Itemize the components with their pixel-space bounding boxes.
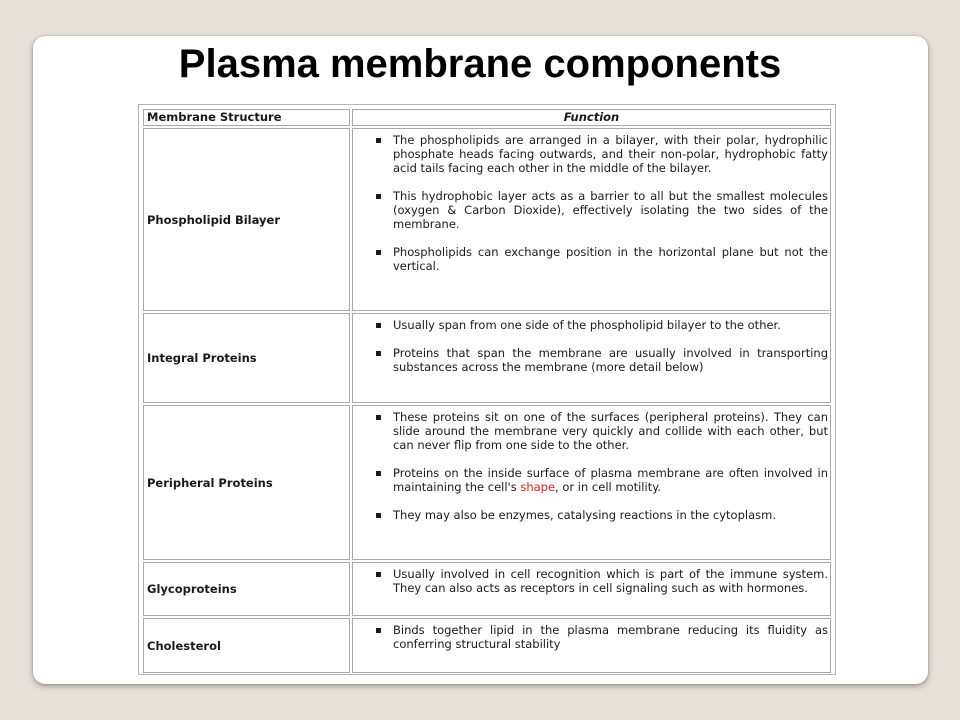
highlighted-word: shape — [520, 480, 556, 494]
table-row — [143, 562, 831, 616]
membrane-table-frame — [138, 104, 836, 675]
list-item-text: They may also be enzymes, catalysing reactions in the cytoplasm. — [393, 508, 776, 522]
header-membrane-structure: Membrane Structure — [143, 109, 350, 126]
table-row — [143, 405, 831, 560]
table-row — [143, 618, 831, 673]
list-item-text-before: Proteins on the inside surface of plasma membrane are often involved in maintaining the cell's — [393, 466, 828, 494]
structure-cell: Integral Proteins — [143, 313, 350, 403]
table-header-row — [143, 109, 831, 126]
page-title: Plasma membrane components — [178, 42, 782, 86]
function-list — [353, 567, 828, 595]
list-item — [353, 346, 828, 374]
square-bullet-icon — [376, 351, 381, 356]
list-item — [353, 189, 828, 231]
square-bullet-icon — [376, 250, 381, 255]
list-item-text: The phospholipids are arranged in a bilayer, with their polar, hydrophilic phosphate heads facing outwards, and their non-polar, hydrophobic fatty acid tails facing each other in the middle of the bilayer. — [393, 133, 828, 175]
function-cell — [352, 405, 831, 560]
list-item-text: Usually involved in cell recognition which is part of the immune system. They can also acts as receptors in cell signaling such as with hormones. — [393, 567, 828, 595]
list-item — [353, 318, 828, 332]
function-cell — [352, 128, 831, 311]
list-item-text: This hydrophobic layer acts as a barrier to all but the smallest molecules (oxygen & Carbon Dioxide), effectively isolating the two sides of the membrane. — [393, 189, 828, 231]
list-item — [353, 508, 828, 522]
list-item-text: Phospholipids can exchange position in the horizontal plane but not the vertical. — [393, 245, 828, 273]
square-bullet-icon — [376, 415, 381, 420]
function-list — [353, 623, 828, 651]
membrane-components-table — [141, 107, 833, 675]
list-item — [353, 466, 828, 494]
list-item-text — [393, 466, 828, 494]
table-row — [143, 313, 831, 403]
square-bullet-icon — [376, 513, 381, 518]
square-bullet-icon — [376, 138, 381, 143]
list-item — [353, 567, 828, 595]
structure-cell: Phospholipid Bilayer — [143, 128, 350, 311]
square-bullet-icon — [376, 194, 381, 199]
function-list — [353, 318, 828, 374]
square-bullet-icon — [376, 572, 381, 577]
square-bullet-icon — [376, 471, 381, 476]
structure-cell: Peripheral Proteins — [143, 405, 350, 560]
structure-cell: Glycoproteins — [143, 562, 350, 616]
list-item-text: Binds together lipid in the plasma membrane reducing its fluidity as conferring structural stability — [393, 623, 828, 651]
list-item-text-after: , or in cell motility. — [555, 480, 662, 494]
header-function: Function — [352, 109, 831, 126]
list-item-text: These proteins sit on one of the surfaces (peripheral proteins). They can slide around the membrane very quickly and collide with each other, but can never flip from one side to the other. — [393, 410, 828, 452]
list-item — [353, 410, 828, 452]
list-item — [353, 133, 828, 175]
list-item — [353, 245, 828, 273]
structure-cell: Cholesterol — [143, 618, 350, 673]
table-row — [143, 128, 831, 311]
square-bullet-icon — [376, 628, 381, 633]
function-list — [353, 410, 828, 522]
function-cell — [352, 313, 831, 403]
function-cell — [352, 618, 831, 673]
list-item — [353, 623, 828, 651]
list-item-text: Usually span from one side of the phospholipid bilayer to the other. — [393, 318, 781, 332]
function-list — [353, 133, 828, 273]
list-item-text: Proteins that span the membrane are usually involved in transporting substances across the membrane (more detail below) — [393, 346, 828, 374]
square-bullet-icon — [376, 323, 381, 328]
function-cell — [352, 562, 831, 616]
